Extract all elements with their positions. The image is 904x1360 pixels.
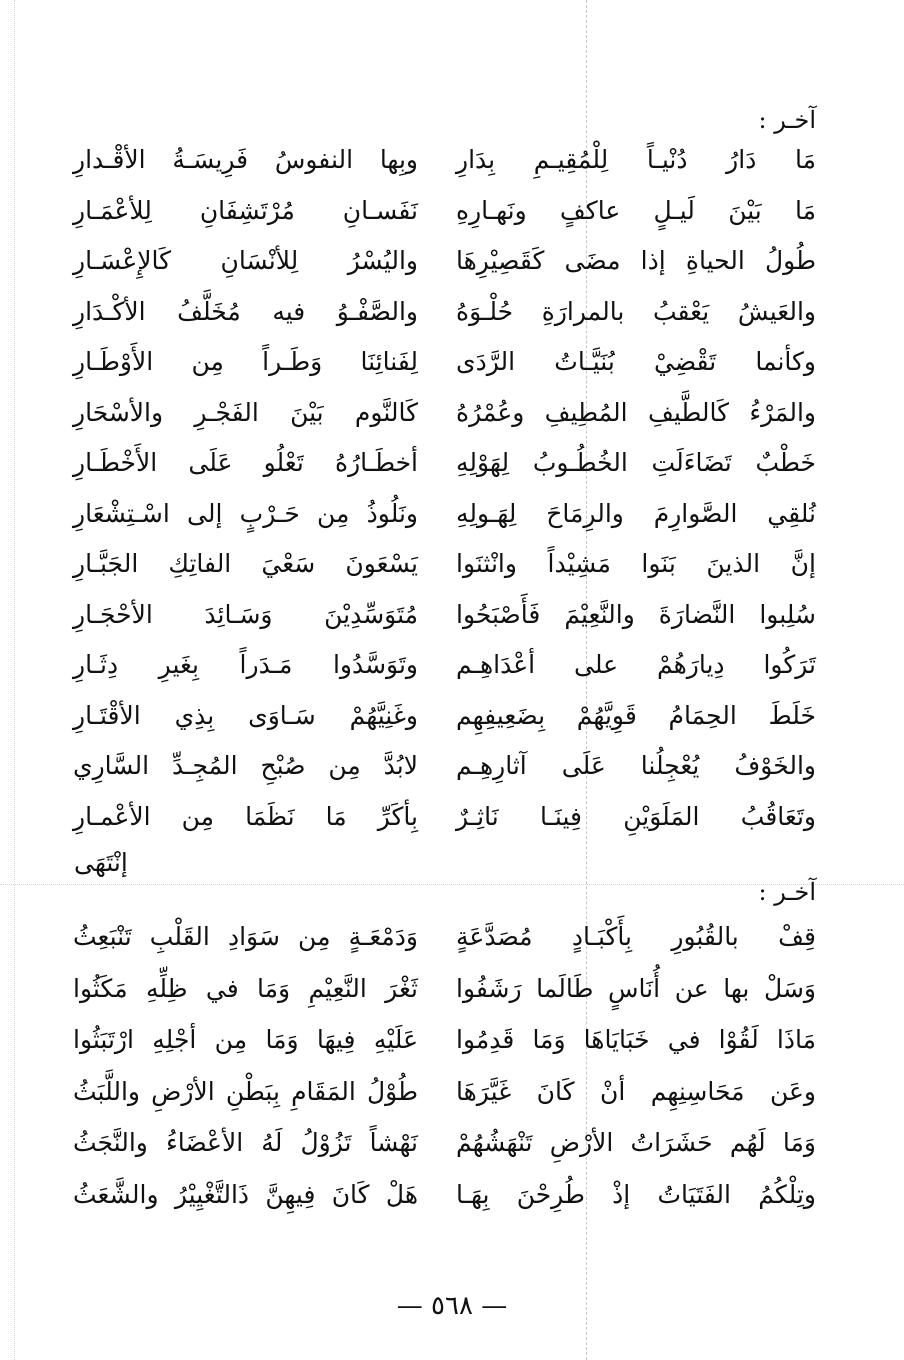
verse-second-hemistich: مُتَوَسِّدِيْنَ وَسَـائِدَ الأحْجَـارِ <box>73 599 418 629</box>
verse-second-hemistich: لابُدَّ مِن صُبْحِ المُجِـدِّ السَّارِي <box>73 751 418 780</box>
verse-first-hemistich: إنَّ الذينَ بَنَوا مَشِيْداً وانْثنَوا <box>456 549 816 578</box>
verse-first-hemistich: وَمَا لَهُم حَشَرَاتُ الأرْضِ تَنْهَشُهُمْ <box>456 1128 816 1157</box>
verse-second-hemistich: وغَنِيَّهُمْ سَـاوَى بِذِي الأقْتَـارِ <box>73 700 418 730</box>
verse-second-hemistich: بِأكَرِّ مَا نَظَمَا مِن الأعْمـارِ <box>73 801 418 831</box>
end-marker: إنْتَهَى <box>74 848 128 877</box>
page-number: — ٥٦٨ — <box>396 1291 508 1321</box>
verse-second-hemistich: كَالنَّوم بَيْنَ الفَجْـرِ والأسْحَارِ <box>73 397 418 427</box>
verse-first-hemistich: وَسَلْ بها عن أُنَاسٍ طَالَما رَشَفُوا <box>456 973 816 1003</box>
verse-first-hemistich: والمَرْءُ كَالطَّيفِ المُطِيفِ وعُمْرُهُ <box>456 397 816 427</box>
verse-second-hemistich: نَهْشاً تَزُوْلُ لَهُ الأعْضَاءُ والنَّجَثُ <box>73 1128 418 1157</box>
section-heading: آخـر : <box>758 878 816 906</box>
verse-second-hemistich: وتَوَسَّدُوا مَـدَراً بِغَيرِ دِثَـارِ <box>73 650 418 679</box>
page-edge-line <box>14 0 15 1360</box>
section-heading: آخـر : <box>758 106 816 134</box>
verse-first-hemistich: مَاذَا لَقُوْا في خَبَايَاهَا وَمَا قَدِمُوا <box>456 1025 816 1054</box>
verse-first-hemistich: وكأنما تَقْضِيْ بُنَيَّـاتُ الرَّدَى <box>456 347 816 376</box>
verse-first-hemistich: قِفْ بالقُبُورِ بِأَكْبَـادٍ مُصَدَّعَةٍ <box>456 922 816 951</box>
verse-second-hemistich: لِفَنائِنَا وَطَـراً مِن الأَوْطَـارِ <box>73 347 418 376</box>
verse-second-hemistich: واليُسْرُ لِلأنْسَانِ كَالإِعْسَـارِ <box>73 246 418 275</box>
verse-second-hemistich: ثَغْرَ النَّعِيْمِ وَمَا في ظِلِّهِ مَكَثُوا <box>73 973 418 1003</box>
verse-first-hemistich: سُلِبوا النَّضارَةَ والنَّعِيْمَ فَأَصْبَحُوا <box>456 599 816 629</box>
verse-second-hemistich: وبِها النفوسُ فَرِيسَـةُ الأقْـدارِ <box>73 145 418 174</box>
verse-second-hemistich: طُوْلُ المَقَامِ بِبَطْنِ الأرْضِ واللَّبَثُ <box>73 1076 418 1106</box>
verse-second-hemistich: ونَلُوذُ مِن حَـرْبٍ إلى اسْـتِشْعَارِ <box>73 498 418 528</box>
verse-second-hemistich: هَلْ كَانَ فِيهِنَّ ذَالتَّغْيِيْرُ والشَّعَثُ <box>73 1179 418 1209</box>
verse-first-hemistich: خَطْبٌ تَضَاءَلَتِ الخُطُـوبُ لِهَوْلِهِ <box>456 448 816 477</box>
verse-first-hemistich: والعَيشُ يَعْقبُ بالمرارَةِ حُلْـوَهُ <box>456 296 816 326</box>
verse-first-hemistich: خَلَطَ الحِمَامُ قَوِيَّهُمْ بِضَعِيفِهِم <box>456 700 816 730</box>
verse-first-hemistich: والخَوْفُ يُعْجِلُنا عَلَى آثارِهِـم <box>456 751 816 780</box>
verse-second-hemistich: أخطَـارُهُ تَعْلُو عَلَى الأَخْطَـارِ <box>73 448 418 477</box>
verse-second-hemistich: نَفَسـانِ مُرْتَشِفَانِ لِلأعْمَـارِ <box>73 195 418 225</box>
verse-second-hemistich: عَلَيْهِ فِيهَا وَمَا مِن أجْلِهِ ارْتَبَثُوا <box>73 1025 418 1054</box>
verse-first-hemistich: مَا بَيْنَ لَيـلٍ عاكفٍ ونَهـارِهِ <box>456 195 816 225</box>
verse-first-hemistich: وعَن مَحَاسِنِهِم أنْ كَانَ غَيَّرَهَا <box>456 1076 816 1106</box>
verse-first-hemistich: مَا دَارُ دُنْيـاً لِلْمُقِيـمِ بِدَارِ <box>456 145 816 174</box>
verse-first-hemistich: وتَعَاقُبُ المَلَوَيْنِ فِينَـا نَاثِـرٌ <box>456 801 816 831</box>
verse-first-hemistich: تَرَكُوا دِيارَهُمْ على أعْدَاهِـم <box>456 650 816 679</box>
verse-second-hemistich: يَسْعَونَ سَعْيَ الفاتِكِ الجَبَّـارِ <box>73 549 418 578</box>
verse-first-hemistich: طُولُ الحياةِ إذا مضَى كَقَصِيْرِهَا <box>456 246 816 275</box>
verse-second-hemistich: وَدَمْعَـةٍ مِن سَوَادِ القَلْبِ تَنْبَعِثُ <box>73 922 418 951</box>
verse-first-hemistich: نُلقِي الصَّوارِمَ والرِمَاحَ لِهَـولِهِ <box>456 498 816 528</box>
verse-first-hemistich: وتِلْكُمُ الفَتَيَاتُ إذْ طُرِحْنَ بِهَـا <box>456 1179 816 1209</box>
verse-second-hemistich: والصَّفْـوُ فيه مُخَلَّفُ الأكْـدَارِ <box>73 296 418 326</box>
